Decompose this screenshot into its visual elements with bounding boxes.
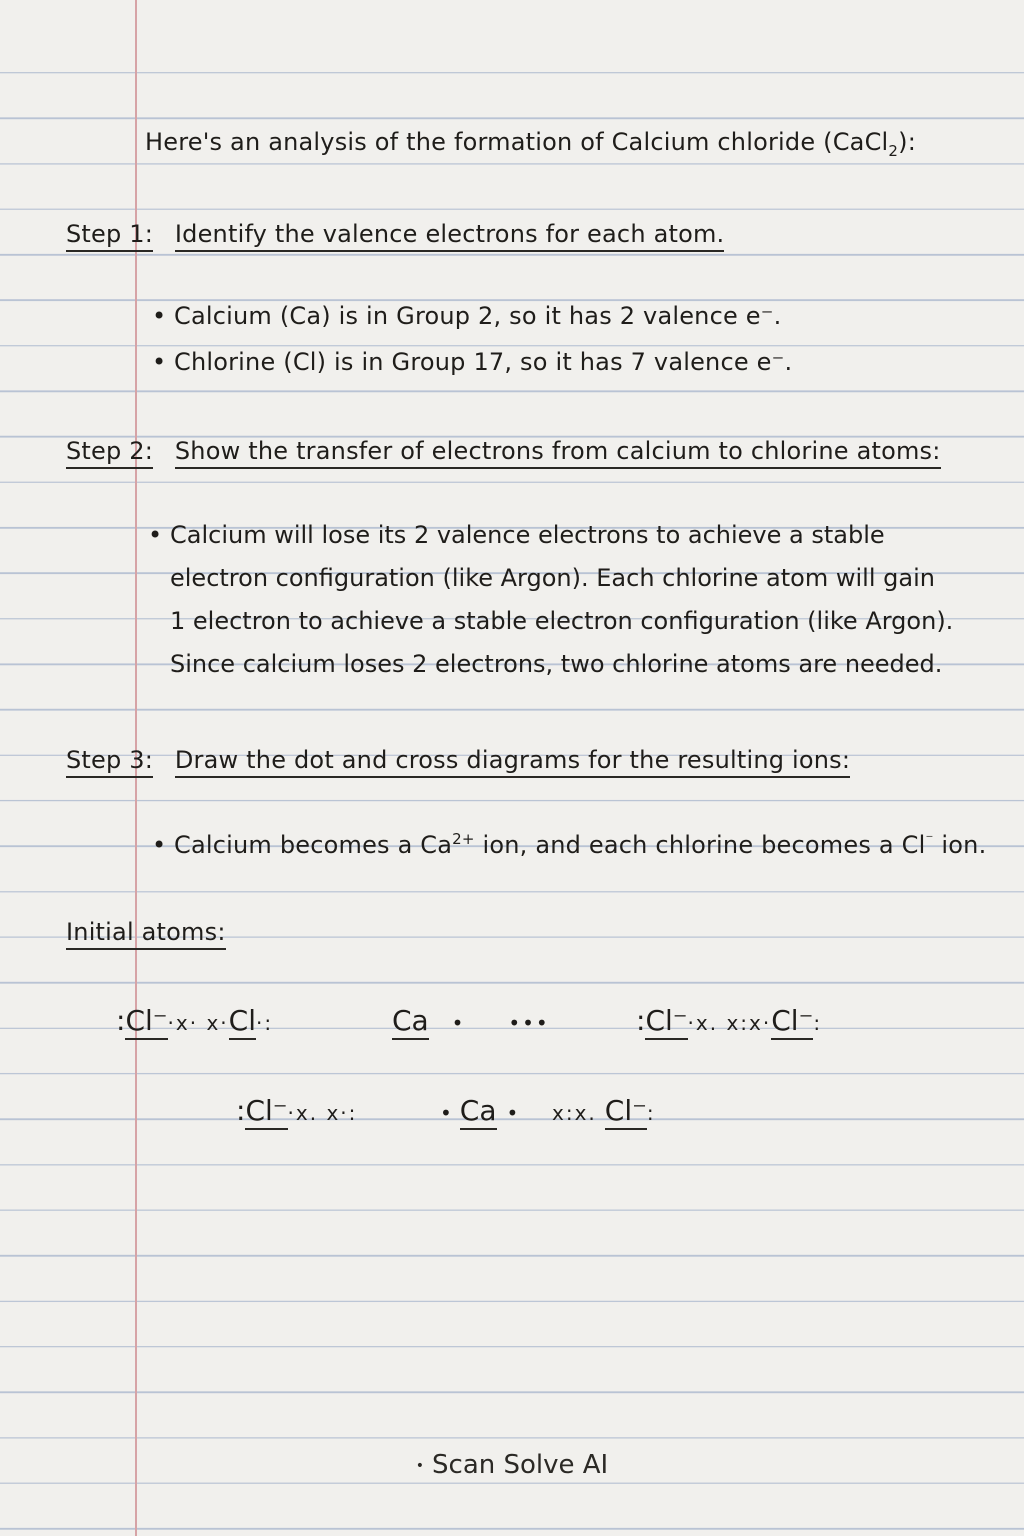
diagram-row2-middle: • Ca •	[440, 1094, 520, 1127]
bullet-dot-icon: •	[152, 831, 167, 859]
step1-bullet-1	[152, 302, 781, 330]
step2-heading	[66, 437, 941, 469]
diagram-row1-right: :Cl⁻·x. x:x·Cl⁻:	[636, 1004, 822, 1037]
brand-name: Scan Solve AI	[432, 1450, 609, 1480]
intro-subscript: 2	[888, 141, 899, 160]
step3-heading	[66, 746, 850, 778]
step1-label: Step 1:	[66, 220, 153, 252]
step2-label: Step 2:	[66, 437, 153, 469]
step2-line-2: electron configuration (like Argon). Each chlorine atom will gain	[170, 564, 935, 592]
step3-title: Draw the dot and cross diagrams for the resulting ions:	[175, 746, 850, 778]
step3-bullet: • Calcium becomes a $Ca^{2+}$ ion, and each chlorine becomes a Cl⁻ ion.	[152, 830, 987, 859]
diagram-row2-left: :Cl⁻·x. x·:	[236, 1094, 357, 1127]
step1-heading	[66, 220, 724, 252]
bullet-dot-icon: •	[415, 1457, 425, 1474]
step2-line-4: Since calcium loses 2 electrons, two chlorine atoms are needed.	[170, 650, 943, 678]
diagram-row1-left: :Cl⁻·x· x·Cl·:	[116, 1004, 273, 1037]
step1-bullet-2	[152, 348, 792, 376]
bullet-dot-icon: •	[152, 348, 167, 376]
brand-footer	[0, 1450, 1024, 1480]
intro-suffix: ):	[898, 128, 917, 156]
step1-bullet-1-text: Calcium (Ca) is in Group 2, so it has 2 valence e⁻.	[174, 302, 782, 330]
smiley-dots-icon: •••	[508, 1011, 550, 1035]
bullet-dot-icon: •	[152, 302, 167, 330]
step1-bullet-2-text: Chlorine (Cl) is in Group 17, so it has 7 valence e⁻.	[174, 348, 793, 376]
step2-line-1: • Calcium will lose its 2 valence electrons to achieve a stable	[148, 514, 953, 557]
bullet-dot-icon: •	[148, 521, 163, 549]
step2-line-3: 1 electron to achieve a stable electron configuration (like Argon).	[170, 607, 954, 635]
initial-atoms-heading: Initial atoms:	[66, 918, 226, 946]
step2-title: Show the transfer of electrons from calcium to chlorine atoms:	[175, 437, 941, 469]
intro-prefix: Here's an analysis of the formation of Calcium chloride (CaCl	[145, 128, 889, 156]
intro-line	[145, 128, 916, 160]
step1-title: Identify the valence electrons for each atom.	[175, 220, 725, 252]
diagram-row2-right: x:x. Cl⁻:	[552, 1094, 656, 1127]
diagram-row1-middle: Ca • •••	[392, 1004, 550, 1037]
step2-paragraph	[148, 514, 953, 686]
step3-label: Step 3:	[66, 746, 153, 778]
